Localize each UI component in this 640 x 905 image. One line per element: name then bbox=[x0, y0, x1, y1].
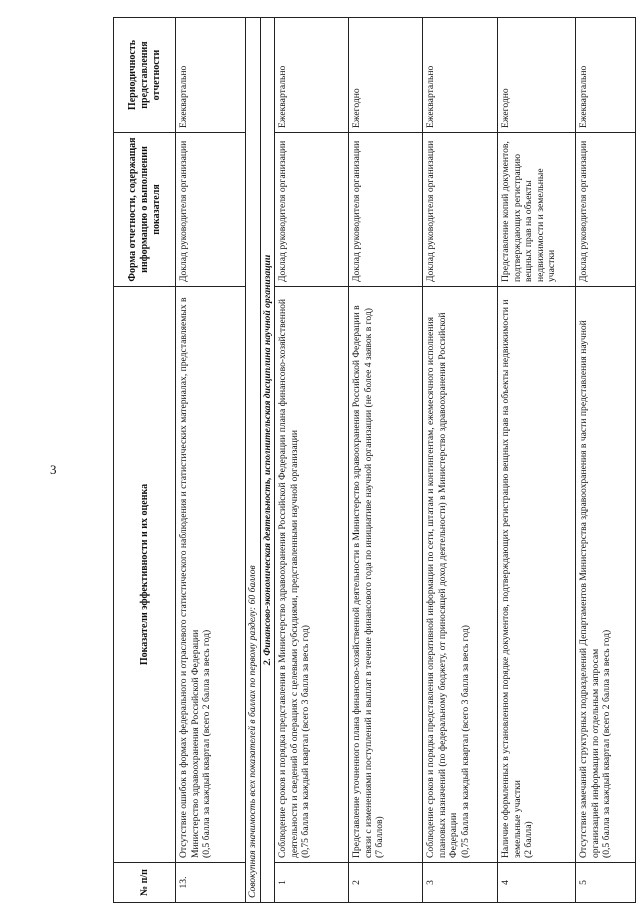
indicator-score: (0,5 балла за каждый квартал (всего 2 балла за весь год) bbox=[201, 629, 212, 858]
indicator-text: Наличие оформленных в установленном порядке документов, подтверждающих регистрацию вещных прав на объекты недвижимости и земельные участки bbox=[500, 299, 523, 858]
row-indicator bbox=[349, 287, 423, 863]
table-row bbox=[576, 18, 636, 903]
indicator-score: (0,5 балла за каждый квартал (всего 2 балла за весь год) bbox=[601, 629, 612, 858]
indicator-text: Соблюдение сроков и порядка представления в Министерство здравоохранения Российской Федерации плана финансово-хозяйственной деятельности и сведений об операциях с целевыми субсидиями, представленными научной организации bbox=[277, 298, 300, 858]
row-period: Ежеквартально bbox=[576, 18, 636, 133]
table-row bbox=[423, 18, 498, 903]
row-period: Ежеквартально bbox=[176, 18, 246, 133]
row-form: Доклад руководителя организации bbox=[176, 133, 246, 287]
indicator-text: Отсутствие ошибок в формах федерального и отраслевого статистического наблюдения и статистических материалах, представляемых в Министерство здравоохранения Российской Федерации bbox=[178, 297, 201, 858]
row-period: Ежеквартально bbox=[275, 18, 349, 133]
header-num: № п/п bbox=[114, 863, 176, 903]
row-num: 1 bbox=[275, 863, 349, 903]
row-num: 4 bbox=[498, 863, 576, 903]
row-indicator bbox=[275, 287, 349, 863]
indicator-text: Представление уточненного плана финансово-хозяйственной деятельности в Министерство здравоохранения Российской Федерации в связи с изменениями поступлений и выплат в течение финансового года по инициативе научной организации (не более 4 заявок в год) bbox=[351, 305, 374, 858]
indicator-text: Соблюдение сроков и порядка представления оперативной информации по сети, штатам и контингентам, ежемесячного исполнения плановых назначений (по федеральному бюджету, от приносящей доход деятельности) в Министерство здравоохранения Российской Федерации bbox=[425, 312, 459, 858]
row-num: 2 bbox=[349, 863, 423, 903]
table-row bbox=[275, 18, 349, 903]
header-row bbox=[114, 18, 176, 903]
row-form: Доклад руководителя организации bbox=[275, 133, 349, 287]
row-indicator bbox=[423, 287, 498, 863]
row-period: Ежегодно bbox=[498, 18, 576, 133]
indicator-text: Отсутствие замечаний структурных подразделений Департаментов Министерства здравоохранения в части представления научной организацией информации по отдельным запросам bbox=[578, 320, 601, 858]
table-row bbox=[498, 18, 576, 903]
row-indicator bbox=[576, 287, 636, 863]
summary-row bbox=[246, 18, 261, 903]
row-indicator bbox=[176, 287, 246, 863]
indicator-score: (7 баллов) bbox=[374, 816, 385, 858]
row-form: Доклад руководителя организации bbox=[423, 133, 498, 287]
indicators-table bbox=[113, 17, 636, 903]
row-num: 3 bbox=[423, 863, 498, 903]
rotated-table-container bbox=[113, 18, 633, 903]
table-row bbox=[176, 18, 246, 903]
table-row bbox=[349, 18, 423, 903]
row-form: Представление копий документов, подтверждающих регистрацию вещных прав на объекты недвижимости и земельные участки bbox=[498, 133, 576, 287]
row-period: Ежегодно bbox=[349, 18, 423, 133]
section-title: 2. Финансово-экономическая деятельность, исполнительская дисциплина научной организации bbox=[260, 18, 275, 903]
row-num: 13. bbox=[176, 863, 246, 903]
page-number: 3 bbox=[50, 462, 57, 477]
summary-text: Совокупная значимость всех показателей в баллах по первому разделу: 60 баллов bbox=[246, 18, 261, 903]
row-form: Доклад руководителя организации bbox=[349, 133, 423, 287]
header-indicator: Показатели эффективности и их оценка bbox=[114, 287, 176, 863]
row-period: Ежеквартально bbox=[423, 18, 498, 133]
row-indicator bbox=[498, 287, 576, 863]
indicator-score: (0,75 балла за каждый квартал (всего 3 балла за весь год) bbox=[459, 625, 471, 858]
header-period: Периодичность представления отчетности bbox=[114, 18, 176, 133]
header-form: Форма отчетности, содержащая информацию о выполнении показателя bbox=[114, 133, 176, 287]
row-num: 5 bbox=[576, 863, 636, 903]
row-form: Доклад руководителя организации bbox=[576, 133, 636, 287]
indicator-score: (2 балла) bbox=[523, 821, 534, 858]
section-row bbox=[260, 18, 275, 903]
indicator-score: (0,75 балла за каждый квартал (всего 3 балла за весь год) bbox=[300, 625, 311, 858]
